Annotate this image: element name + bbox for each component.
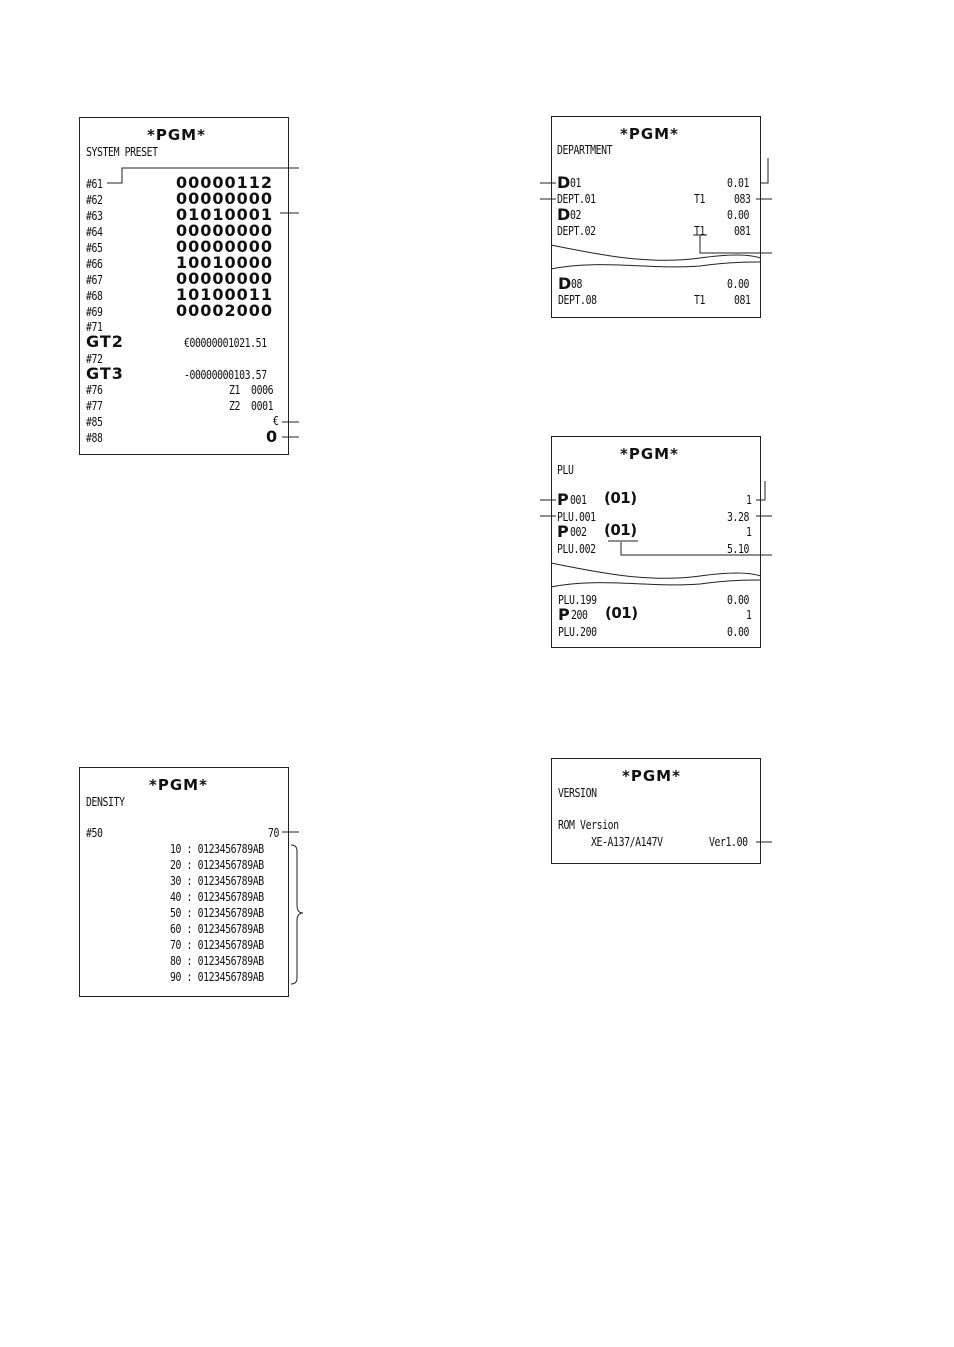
row-85-value: €: [273, 414, 279, 428]
preset-row-value: 00000000: [176, 189, 274, 208]
preset-row-label: #61: [86, 177, 103, 191]
row-88-value: 0: [266, 427, 279, 446]
dept01-value: 083: [734, 192, 751, 206]
plu200-name: PLU.200: [558, 625, 597, 639]
p200-number: 200: [571, 608, 588, 622]
gt3-value: -00000000103.57: [184, 368, 267, 382]
preset-row-label: #65: [86, 241, 103, 255]
p002-code: P: [557, 522, 570, 541]
dept01-name: DEPT.01: [557, 192, 596, 206]
p002-value: 1: [746, 525, 752, 539]
d02-code: D: [557, 205, 572, 224]
model-number: XE-A137/A147V: [591, 835, 663, 849]
gt3-label: GT3: [86, 364, 124, 383]
density-line: 70 : 0123456789AB: [170, 938, 264, 952]
system-preset-subtitle: SYSTEM PRESET: [86, 145, 158, 159]
row-77-label: #77: [86, 399, 103, 413]
density-title: *PGM*: [149, 776, 208, 794]
rom-version-label: ROM Version: [558, 818, 619, 832]
p200-code: P: [558, 605, 571, 624]
plu200-price: 0.00: [727, 625, 750, 639]
plu-title: *PGM*: [620, 445, 679, 463]
density-line: 40 : 0123456789AB: [170, 890, 264, 904]
row-85-label: #85: [86, 415, 103, 429]
p001-value: 1: [746, 493, 752, 507]
d08-number: 08: [571, 277, 583, 291]
preset-row-value: 01010001: [176, 205, 274, 224]
p001-number: 001: [570, 493, 587, 507]
p200-value: 1: [746, 608, 752, 622]
preset-row-value: 00000000: [176, 221, 274, 240]
d02-number: 02: [570, 208, 582, 222]
department-title: *PGM*: [620, 125, 679, 143]
d01-price: 0.01: [727, 176, 750, 190]
density-line: 90 : 0123456789AB: [170, 970, 264, 984]
callout-d01-price: [761, 158, 768, 183]
p001-dept: (01): [604, 489, 637, 507]
d08-price: 0.00: [727, 277, 750, 291]
version-title: *PGM*: [622, 767, 681, 785]
plu002-name: PLU.002: [557, 542, 596, 556]
p002-dept: (01): [604, 521, 637, 539]
plu199-price: 0.00: [727, 593, 750, 607]
gt2-value: €00000001021.51: [184, 336, 267, 350]
preset-row-label: #64: [86, 225, 103, 239]
dept08-name: DEPT.08: [558, 293, 597, 307]
row-76-label: #76: [86, 383, 103, 397]
density-line: 20 : 0123456789AB: [170, 858, 264, 872]
preset-row-label: #69: [86, 305, 103, 319]
row-71-label: #71: [86, 320, 103, 334]
density-line: 80 : 0123456789AB: [170, 954, 264, 968]
d02-price: 0.00: [727, 208, 750, 222]
density-line: 60 : 0123456789AB: [170, 922, 264, 936]
preset-row-value: 10100011: [176, 285, 274, 304]
row-72-label: #72: [86, 352, 103, 366]
plu-subtitle: PLU: [557, 463, 574, 477]
preset-row-value: 10010000: [176, 253, 274, 272]
plu001-name: PLU.001: [557, 510, 596, 524]
dept02-tax: T1: [694, 224, 706, 238]
preset-row-value: 00000000: [176, 237, 274, 256]
dept08-tax: T1: [694, 293, 706, 307]
preset-row-value: 00000000: [176, 269, 274, 288]
d01-number: 01: [570, 176, 582, 190]
density-line: 10 : 0123456789AB: [170, 842, 264, 856]
density-subtitle: DENSITY: [86, 795, 125, 809]
plu199-name: PLU.199: [558, 593, 597, 607]
version-subtitle: VERSION: [558, 786, 597, 800]
row-50-label: #50: [86, 826, 103, 840]
plu002-price: 5.10: [727, 542, 750, 556]
density-line: 50 : 0123456789AB: [170, 906, 264, 920]
gt2-label: GT2: [86, 332, 124, 351]
row-88-label: #88: [86, 431, 103, 445]
d01-code: D: [557, 173, 572, 192]
density-line: 30 : 0123456789AB: [170, 874, 264, 888]
preset-row-label: #62: [86, 193, 103, 207]
dept01-tax: T1: [694, 192, 706, 206]
plu001-price: 3.28: [727, 510, 750, 524]
preset-row-label: #66: [86, 257, 103, 271]
p002-number: 002: [570, 525, 587, 539]
dept02-name: DEPT.02: [557, 224, 596, 238]
density-brace: [291, 845, 303, 984]
preset-row-value: 00002000: [176, 301, 274, 320]
p200-dept: (01): [605, 604, 638, 622]
preset-row-label: #68: [86, 289, 103, 303]
row-77-value: Z2 0001: [229, 399, 274, 413]
p001-code: P: [557, 490, 570, 509]
preset-row-label: #63: [86, 209, 103, 223]
version-number: Ver1.00: [709, 835, 748, 849]
preset-row-value: 00000112: [176, 173, 274, 192]
system-preset-title: *PGM*: [147, 126, 206, 144]
dept08-value: 081: [734, 293, 751, 307]
department-subtitle: DEPARTMENT: [557, 143, 613, 157]
row-76-value: Z1 0006: [229, 383, 274, 397]
row-50-value: 70: [268, 826, 280, 840]
d08-code: D: [558, 274, 573, 293]
dept02-value: 081: [734, 224, 751, 238]
preset-row-label: #67: [86, 273, 103, 287]
